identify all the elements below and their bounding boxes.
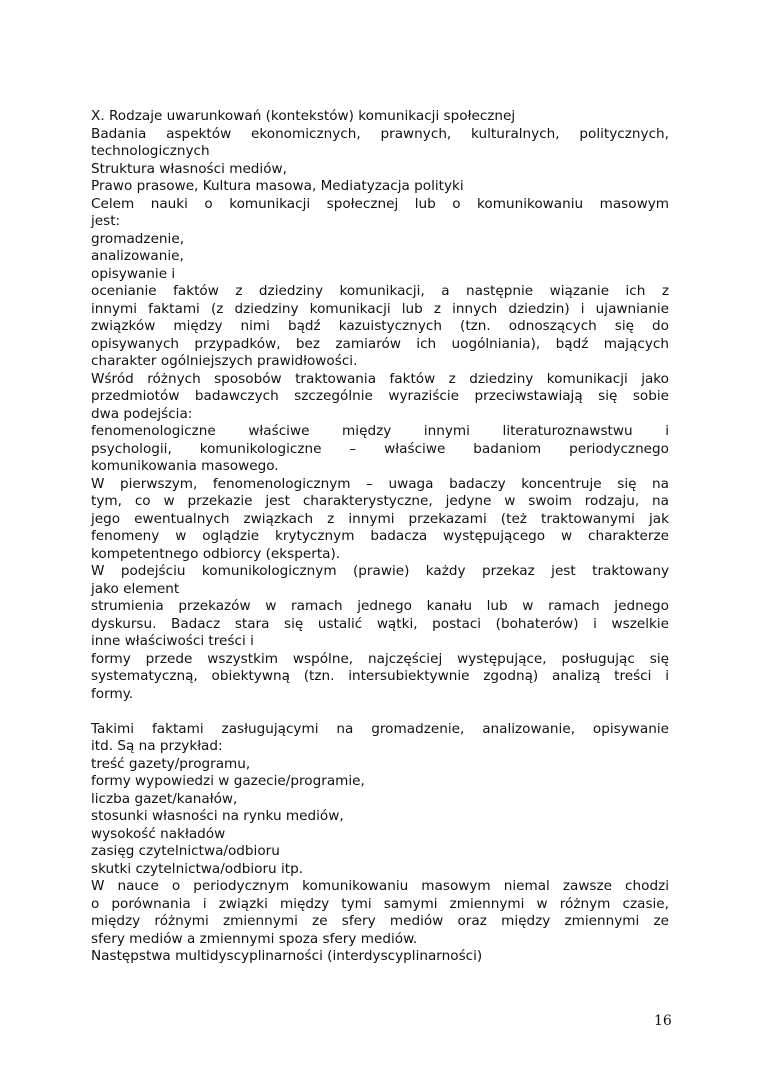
text-line: opisywanych przypadków, bez zamiarów ich uogólniania), bądź mających <box>91 335 669 352</box>
text-line: dwa podejścia: <box>91 405 193 422</box>
text-line: ocenianie faktów z dziedziny komunikacji, a następnie wiązanie ich z <box>91 283 669 299</box>
text-line: fenomenologiczne właściwe między innymi literaturoznawstwu i <box>91 423 669 439</box>
list-item <box>91 756 669 774</box>
paragraph <box>91 283 669 371</box>
text-line: X. Rodzaje uwarunkowań (kontekstów) komunikacji społecznej <box>91 108 516 124</box>
paragraph <box>91 651 669 704</box>
text-line: innymi faktami (z dziedziny komunikacji lub z innych dziedzin) i ujawnianie <box>91 300 669 317</box>
text-line: między różnymi zmiennymi ze sfery mediów oraz między zmiennymi ze <box>91 913 669 929</box>
blank-line <box>91 703 669 721</box>
text-line: psychologii, komunikologiczne – właściwe badaniom periodycznego <box>91 440 669 457</box>
text-line: gromadzenie, <box>91 230 185 247</box>
list-item <box>91 266 669 284</box>
list-item <box>91 861 669 879</box>
list-item <box>91 791 669 809</box>
text-line: skutki czytelnictwa/odbioru itp. <box>91 860 304 877</box>
list-item <box>91 248 669 266</box>
paragraph <box>91 371 669 424</box>
text-line: fenomeny w oglądzie krytycznym badacza występującego w charakterze <box>91 528 669 544</box>
paragraph <box>91 563 669 598</box>
text-line: itd. Są na przykład: <box>91 738 223 754</box>
text-line: W nauce o periodycznym komunikowaniu masowym niemal zawsze chodzi <box>91 878 669 894</box>
text-line: Wśród różnych sposobów traktowania faktów z dziedziny komunikacji jako <box>91 370 669 387</box>
text-line: jest: <box>91 213 121 229</box>
list-item <box>91 231 669 249</box>
text-line: wysokość nakładów <box>91 825 226 842</box>
text-line: kompetentnego odbiorcy (eksperta). <box>91 545 341 562</box>
document-body <box>91 108 669 966</box>
text-line: opisywanie i <box>91 265 176 282</box>
paragraph <box>91 598 669 651</box>
paragraph <box>91 126 669 161</box>
text-line: liczba gazet/kanałów, <box>91 790 238 807</box>
paragraph <box>91 476 669 564</box>
text-line: dyskursu. Badacz stara się ustalić wątki, postaci (bohaterów) i wszelkie <box>91 615 669 632</box>
text-line: zasięg czytelnictwa/odbioru <box>91 843 280 859</box>
text-line: inne właściwości treści i <box>91 633 254 649</box>
list-item <box>91 843 669 861</box>
paragraph <box>91 721 669 756</box>
text-line: Takimi faktami zasługującymi na gromadzenie, analizowanie, opisywanie <box>91 720 669 737</box>
text-line: technologicznych <box>91 143 210 159</box>
text-line: sfery mediów a zmiennymi spoza sfery mediów. <box>91 930 418 947</box>
text-line: formy przede wszystkim wspólne, najczęściej występujące, posługując się <box>91 650 669 667</box>
text-line: systematyczną, obiektywną (tzn. intersubiektywnie zgodną) analizą treści i <box>91 668 669 684</box>
text-line: tym, co w przekazie jest charakterystyczne, jedyne w swoim rodzaju, na <box>91 493 669 509</box>
paragraph <box>91 878 669 948</box>
text-line: treść gazety/programu, <box>91 755 251 772</box>
text-line: Struktura własności mediów, <box>91 160 287 177</box>
text-line: Celem nauki o komunikacji społecznej lub o komunikowaniu masowym <box>91 195 669 212</box>
paragraph <box>91 161 669 179</box>
list-item <box>91 826 669 844</box>
text-line: formy. <box>91 685 134 702</box>
paragraph <box>91 948 669 966</box>
text-line: przedmiotów badawczych szczególnie wyraziście przeciwstawiają się sobie <box>91 388 669 404</box>
paragraph <box>91 178 669 196</box>
list-item <box>91 808 669 826</box>
text-line: jako element <box>91 580 180 597</box>
text-line: Następstwa multidyscyplinarności (interdyscyplinarności) <box>91 948 483 964</box>
paragraph <box>91 196 669 231</box>
text-line: komunikowania masowego. <box>91 458 279 474</box>
text-line: formy wypowiedzi w gazecie/programie, <box>91 773 365 789</box>
text-line: Badania aspektów ekonomicznych, prawnych, kulturalnych, politycznych, <box>91 125 669 142</box>
text-line: analizowanie, <box>91 248 184 264</box>
text-line: Prawo prasowe, Kultura masowa, Mediatyzacja polityki <box>91 178 464 194</box>
paragraph <box>91 423 669 476</box>
text-line: strumienia przekazów w ramach jednego kanału lub w ramach jednego <box>91 598 669 614</box>
list-item <box>91 773 669 791</box>
text-line: W pierwszym, fenomenologicznym – uwaga badaczy koncentruje się na <box>91 475 669 492</box>
text-line: stosunki własności na rynku mediów, <box>91 808 344 824</box>
text-line: o porównania i związki między tymi samymi zmiennymi w różnym czasie, <box>91 895 669 912</box>
text-line: charakter ogólniejszych prawidłowości. <box>91 353 358 369</box>
paragraph <box>91 108 669 126</box>
page-number: 16 <box>654 1013 672 1029</box>
text-line: jego ewentualnych związkach z innymi przekazami (też traktowanymi jak <box>91 510 669 527</box>
text-line: związków między nimi bądź kazuistycznych (tzn. odnoszących się do <box>91 318 669 334</box>
text-line: W podejściu komunikologicznym (prawie) każdy przekaz jest traktowany <box>91 563 669 579</box>
